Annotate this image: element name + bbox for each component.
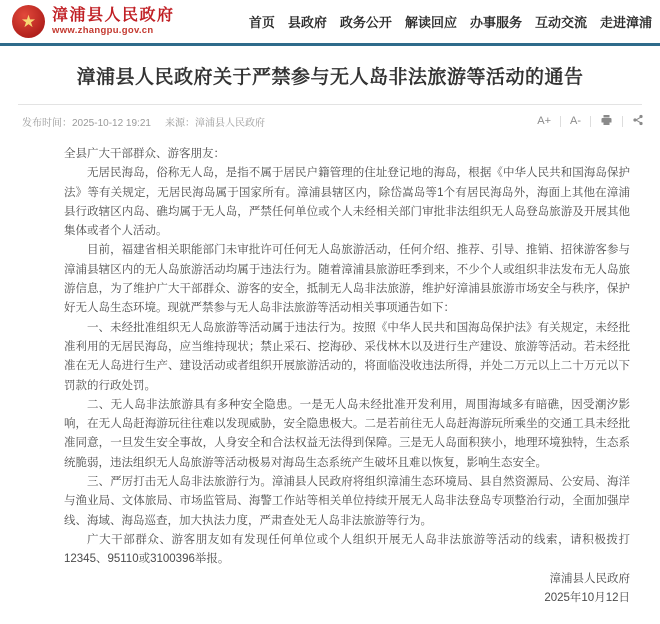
nav-item-about-zhangpu[interactable]: 走进漳浦 <box>599 15 652 30</box>
site-logo[interactable] <box>12 5 175 38</box>
signature-date: 2025年10月12日 <box>544 591 630 604</box>
font-decrease-button[interactable]: A- <box>570 115 581 127</box>
signature-name: 漳浦县人民政府 <box>549 572 630 585</box>
nav-item-home[interactable]: 首页 <box>248 15 275 30</box>
publish-time: 发布时间：2025-10-12 19:21 <box>22 118 151 129</box>
nav-item-services[interactable]: 办事服务 <box>469 15 522 30</box>
article-body <box>64 145 630 608</box>
article-meta-bar <box>0 105 660 129</box>
share-button[interactable] <box>632 114 644 129</box>
nav-item-gov-affairs[interactable]: 政务公开 <box>339 15 392 30</box>
article-source: 来源：漳浦县人民政府 <box>164 118 265 129</box>
article-paragraph: 无居民海岛，俗称无人岛，是指不属于居民户籍管理的住址登记地的海岛，根据《中华人民共和国海岛保护法》等有关规定，无居民海岛属于国家所有。漳浦县辖区内，除岱嵩岛等1个有居民海岛外，海面上其他在漳浦县行政辖区内岛、礁均属于无人岛，严禁任何单位或个人未经相关部门审批非法组织无人岛登岛旅游及开展其他集体或者个人活动。 <box>64 167 630 238</box>
share-icon <box>632 114 644 129</box>
article-paragraph: 广大干部群众、游客朋友如有发现任何单位或个人组织开展无人岛非法旅游等活动的线索，请积极拨打12345、95110或3100396举报。 <box>64 533 630 566</box>
article-paragraph: 二、无人岛非法旅游具有多种安全隐患。一是无人岛未经批准开发利用，周围海域多有暗礁，因受潮汐影响，在无人岛赶海游玩往往难以发现威胁，安全隐患极大。二是若前往无人岛赶海游玩所乘坐的交通工具未经批准同意，一旦发生安全事故，人身安全和合法权益无法得到保障。三是无人岛面积狭小，地理环境独特，生态系统脆弱，违法组织无人岛旅游等活动极易对海岛生态系统产生破坏且难以恢复，影响生态安全。 <box>64 398 630 469</box>
article-title: 漳浦县人民政府关于严禁参与无人岛非法旅游等活动的通告 <box>76 67 584 88</box>
site-header <box>0 0 660 46</box>
article-meta <box>22 114 265 129</box>
main-nav <box>249 12 652 31</box>
article-salutation: 全县广大干部群众、游客朋友： <box>64 148 225 160</box>
site-identity <box>52 7 175 36</box>
tool-divider <box>590 116 591 127</box>
article-tools <box>537 114 644 129</box>
signature-block <box>64 570 630 609</box>
printer-icon <box>600 114 613 129</box>
print-button[interactable] <box>600 114 613 129</box>
font-increase-button[interactable]: A+ <box>537 115 551 127</box>
article-paragraph: 三、严厉打击无人岛非法旅游行为。漳浦县人民政府将组织漳浦生态环境局、县自然资源局、公安局、海洋与渔业局、文体旅局、市场监管局、海警工作站等相关单位持续开展无人岛非法登岛专项整治行动，全面加强岸线、海域、海岛巡查，加大执法力度，严肃查处无人岛非法旅游等行为。 <box>64 476 630 527</box>
national-emblem-icon: ★ <box>12 5 45 38</box>
tool-divider <box>622 116 623 127</box>
site-url: www.zhangpu.gov.cn <box>52 25 154 37</box>
nav-item-interpretation[interactable]: 解读回应 <box>404 15 457 30</box>
site-name: 漳浦县人民政府 <box>52 6 175 24</box>
nav-item-interaction[interactable]: 互动交流 <box>534 15 587 30</box>
tool-divider <box>560 116 561 127</box>
article-paragraph: 目前，福建省相关职能部门未审批许可任何无人岛旅游活动，任何介绍、推荐、引导、推销、招徕游客参与漳浦县辖区内的无人岛旅游活动均属于违法行为。随着漳浦县旅游旺季到来，不少个人或组织非法发布无人岛旅游信息，为了维护广大干部群众、游客的安全，抵制无人岛非法旅游，维护好漳浦县旅游市场安全与秩序，保护好无人岛生态环境。现就严禁参与无人岛非法旅游等活动相关事项通告如下： <box>64 244 630 315</box>
nav-item-county-gov[interactable]: 县政府 <box>287 15 327 30</box>
article-paragraph: 一、未经批准组织无人岛旅游等活动属于违法行为。按照《中华人民共和国海岛保护法》有关规定，未经批准利用的无居民海岛，应当维持现状；禁止采石、挖海砂、采伐林木以及进行生产建设、旅游等活动。若未经批准在无人岛进行生产、建设活动或者组织开展旅游活动的，将面临没收违法所得，并处二万元以上二十万元以下罚款的行政处罚。 <box>64 321 630 392</box>
